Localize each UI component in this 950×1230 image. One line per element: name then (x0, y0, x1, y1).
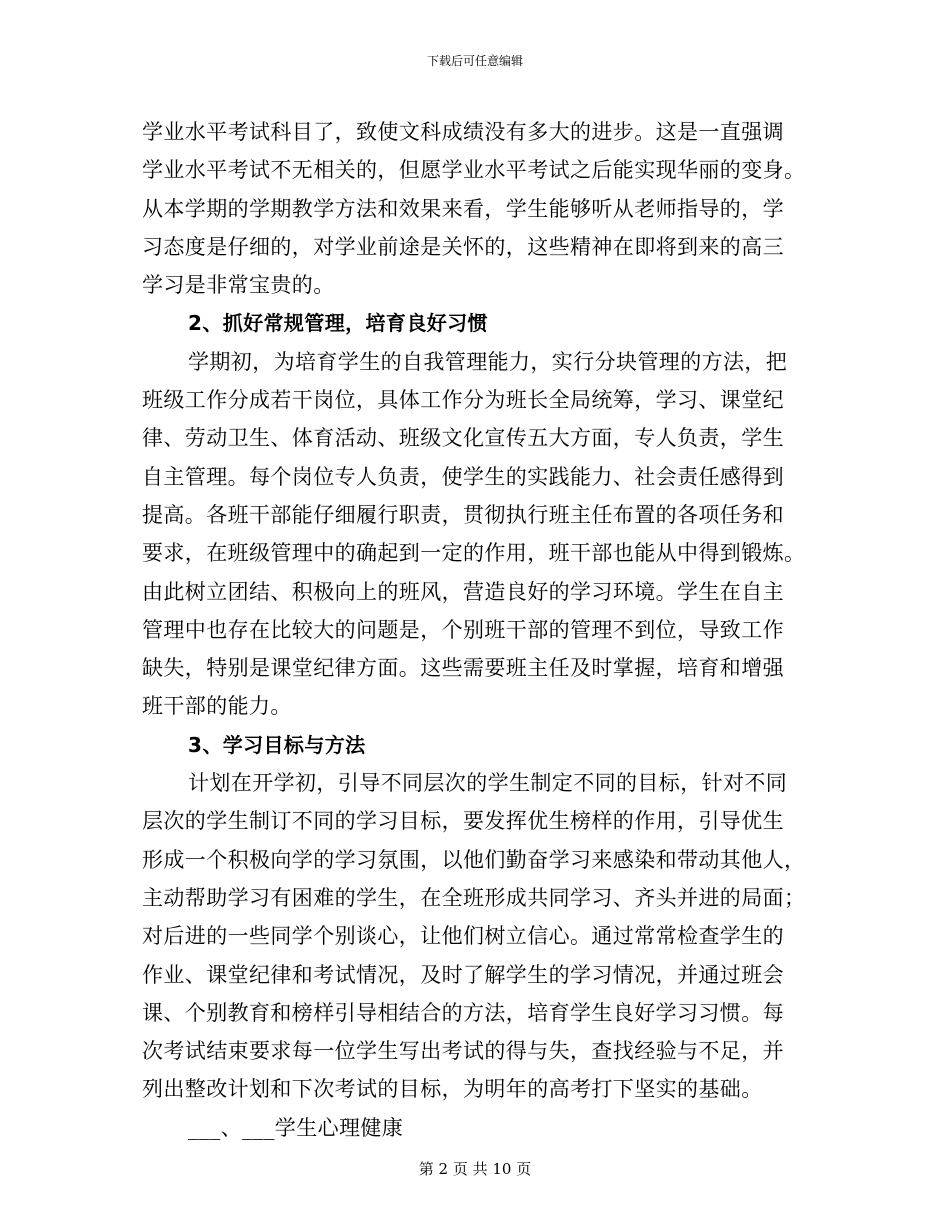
body-line: 提高。各班干部能仔细履行职责，贯彻执行班主任布置的各项任务和 (142, 502, 784, 527)
page-footer: 第 2 页 共 10 页 (418, 1160, 532, 1178)
body-line: 层次的学生制订不同的学习目标，要发挥优生榜样的作用，引导优生 (142, 809, 784, 834)
body-line: 形成一个积极向学的学习氛围，以他们勤奋学习来感染和带动其他人， (142, 847, 806, 872)
body-line: 由此树立团结、积极向上的班风，营造良好的学习环境。学生在自主 (142, 579, 784, 604)
body-line: 学习是非常宝贵的。 (142, 273, 335, 298)
document-body (142, 113, 810, 1147)
body-line: 列出整改计划和下次考试的目标，为明年的高考打下坚实的基础。 (142, 1077, 763, 1102)
paragraph-first-line: 学期初，为培育学生的自我管理能力，实行分块管理的方法，把 (188, 349, 788, 374)
body-line: 自主管理。每个岗位专人负责，使学生的实践能力、社会责任感得到 (142, 464, 784, 489)
body-line: 主动帮助学习有困难的学生，在全班形成共同学习、齐头并进的局面； (142, 885, 806, 910)
body-line: 课、个别教育和榜样引导相结合的方法，培育学生良好学习习惯。每 (142, 1000, 784, 1025)
body-line: 对后进的一些同学个别谈心，让他们树立信心。通过常常检查学生的 (142, 924, 784, 949)
body-line: 学业水平考试不无相关的，但愿学业水平考试之后能实现华丽的变身。 (142, 158, 806, 183)
body-line: 要求，在班级管理中的确起到一定的作用，班干部也能从中得到锻炼。 (142, 541, 806, 566)
body-line: 缺失，特别是课堂纪律方面。这些需要班主任及时掌握，培育和增强 (142, 656, 784, 681)
body-line: 班级工作分成若干岗位，具体工作分为班长全局统筹，学习、课堂纪 (142, 388, 784, 413)
paragraph-first-line: 计划在开学初，引导不同层次的学生制定不同的目标，针对不同 (188, 771, 788, 796)
body-line: 班干部的能力。 (142, 694, 292, 719)
section-heading: 3、学习目标与方法 (188, 732, 366, 757)
body-line: 律、劳动卫生、体育活动、班级文化宣传五大方面，专人负责，学生 (142, 426, 784, 451)
section-heading: 2、抓好常规管理，培育良好习惯 (188, 311, 488, 336)
body-line: 管理中也存在比较大的问题是，个别班干部的管理不到位，导致工作 (142, 617, 784, 642)
body-line: 作业、课堂纪律和考试情况，及时了解学生的学习情况，并通过班会 (142, 962, 784, 987)
body-line: 次考试结束要求每一位学生写出考试的得与失，查找经验与不足，并 (142, 1039, 784, 1064)
body-line: 学业水平考试科目了，致使文科成绩没有多大的进步。这是一直强调 (142, 120, 784, 144)
body-line: 习态度是仔细的，对学业前途是关怀的，这些精神在即将到来的高三 (142, 234, 784, 259)
body-line: 从本学期的学期教学方法和效果来看，学生能够听从老师指导的，学 (142, 196, 784, 221)
page-header: 下载后可任意编辑 (426, 54, 523, 68)
section-heading-blank: ___、___学生心理健康 (188, 1115, 404, 1140)
